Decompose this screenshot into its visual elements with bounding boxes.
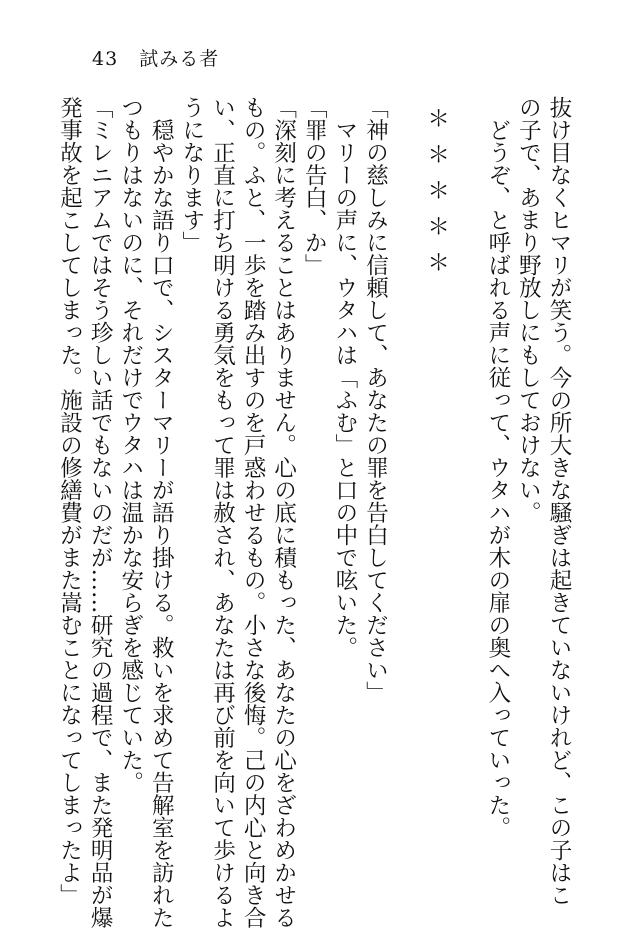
text-line: 「ミレニアムではそう珍しい話でもないのだが……研究の過程で、また発明品が爆 (87, 96, 114, 929)
text-line: マリーの声に、ウタハは「ふむ」と口の中で呟いた。 (331, 96, 358, 659)
text-line: もの。ふと、一歩を踏み出すのを戸惑わせるもの。小さな後悔。己の内心と向き合 (240, 96, 267, 929)
text-line: どうぞ、と呼ばれる声に従って、ウタハが木の扉の奥へ入っていった。 (484, 96, 511, 839)
text-line: い、正直に打ち明ける勇気をもって罪は赦され、あなたは再び前を向いて歩けるよ (209, 96, 236, 929)
page-header (92, 44, 219, 71)
section-separator: ＊＊＊＊＊ (423, 107, 450, 288)
text-line: 発事故を起こしてしまった。施設の修繕費がまた嵩むことになってしまったよ」 (56, 96, 83, 906)
text-line: の子で、あまり野放しにもしておけない。 (515, 96, 542, 524)
text-line: つもりはないのに、それだけでウタハは温かな安らぎを感じていた。 (117, 96, 144, 794)
text-line: 抜け目なくヒマリが笑う。今の所大きな騒ぎは起きていないけれど、この子はこ (546, 96, 572, 906)
text-line: 「罪の告白、か」 (301, 96, 328, 276)
text-line: 「神の慈しみに信頼して、あなたの罪を告白してください」 (362, 96, 389, 704)
text-line: 穏やかな語り口で、シスターマリーが語り掛ける。救いを求めて告解室を訪れた (148, 96, 175, 929)
vertical-text-body (54, 96, 574, 929)
blank-line (390, 96, 421, 886)
chapter-title: 試みる者 (139, 48, 220, 70)
text-line: うになります」 (178, 96, 205, 254)
page-number: 43 (92, 48, 119, 70)
text-line: 「深刻に考えることはありません。心の底に積もった、あなたの心をざわめかせる (270, 96, 297, 929)
blank-line (452, 96, 483, 886)
